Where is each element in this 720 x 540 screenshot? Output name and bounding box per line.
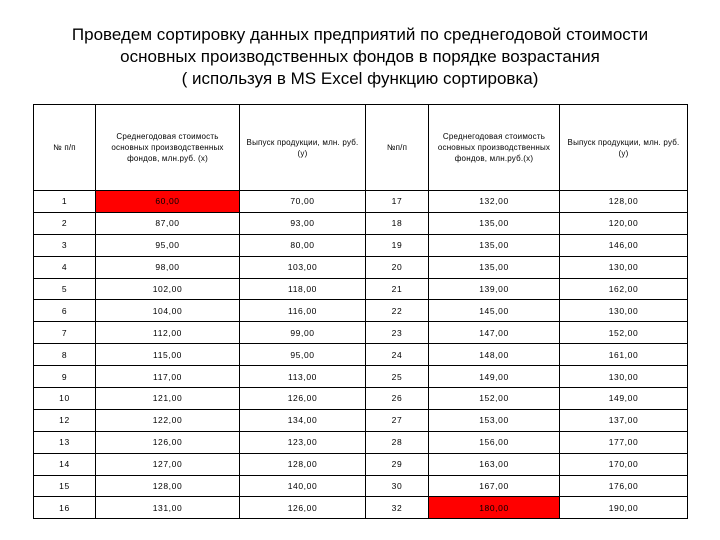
table-cell: 149,00 <box>429 366 560 388</box>
table-row <box>34 212 688 234</box>
table-cell: 60,00 <box>96 191 240 213</box>
table-cell: 10 <box>34 388 96 410</box>
table-cell: 9 <box>34 366 96 388</box>
table-cell: 14 <box>34 453 96 475</box>
table-cell: 21 <box>366 278 429 300</box>
table-cell: 113,00 <box>240 366 366 388</box>
table-cell: 122,00 <box>96 409 240 431</box>
table-row <box>34 431 688 453</box>
table-cell: 115,00 <box>96 344 240 366</box>
table-cell: 161,00 <box>560 344 688 366</box>
table-cell: 27 <box>366 409 429 431</box>
table-row <box>34 234 688 256</box>
table-cell: 128,00 <box>560 191 688 213</box>
table-cell: 128,00 <box>96 475 240 497</box>
table-cell: 139,00 <box>429 278 560 300</box>
table-cell: 112,00 <box>96 322 240 344</box>
table-cell: 146,00 <box>560 234 688 256</box>
table-cell: 152,00 <box>429 388 560 410</box>
table-row <box>34 191 688 213</box>
table-cell: 120,00 <box>560 212 688 234</box>
table-cell: 95,00 <box>240 344 366 366</box>
table-cell: 167,00 <box>429 475 560 497</box>
data-table <box>33 104 688 519</box>
table-cell: 87,00 <box>96 212 240 234</box>
table-cell: 180,00 <box>429 497 560 519</box>
table-row <box>34 388 688 410</box>
table-row <box>34 497 688 519</box>
table-cell: 116,00 <box>240 300 366 322</box>
table-cell: 134,00 <box>240 409 366 431</box>
table-row <box>34 344 688 366</box>
table-cell: 95,00 <box>96 234 240 256</box>
table-cell: 132,00 <box>429 191 560 213</box>
table-cell: 98,00 <box>96 256 240 278</box>
table-cell: 70,00 <box>240 191 366 213</box>
table-cell: 135,00 <box>429 212 560 234</box>
table-cell: 131,00 <box>96 497 240 519</box>
table-cell: 156,00 <box>429 431 560 453</box>
header-cell-y-1: Выпуск продукции, млн. руб. (y) <box>240 105 366 191</box>
title-line-1: Проведем сортировку данных предприятий по среднегодовой стоимости <box>71 25 649 44</box>
table-cell: 130,00 <box>560 256 688 278</box>
header-cell-x-1: Среднегодовая стоимость основных производственных фондов, млн.руб. (x) <box>96 105 240 191</box>
table-cell: 13 <box>34 431 96 453</box>
table-cell: 135,00 <box>429 256 560 278</box>
table-cell: 7 <box>34 322 96 344</box>
table-cell: 22 <box>366 300 429 322</box>
table-cell: 4 <box>34 256 96 278</box>
table-cell: 103,00 <box>240 256 366 278</box>
table-cell: 117,00 <box>96 366 240 388</box>
table-cell: 147,00 <box>429 322 560 344</box>
table-row <box>34 256 688 278</box>
table-cell: 130,00 <box>560 366 688 388</box>
table-cell: 126,00 <box>240 388 366 410</box>
table-cell: 16 <box>34 497 96 519</box>
table-cell: 24 <box>366 344 429 366</box>
table-row <box>34 453 688 475</box>
header-cell-x-2: Среднегодовая стоимость основных производственных фондов, млн.руб.(x) <box>429 105 560 191</box>
table-cell: 162,00 <box>560 278 688 300</box>
table-cell: 102,00 <box>96 278 240 300</box>
table-cell: 1 <box>34 191 96 213</box>
table-cell: 128,00 <box>240 453 366 475</box>
table-cell: 177,00 <box>560 431 688 453</box>
table-cell: 163,00 <box>429 453 560 475</box>
table-cell: 123,00 <box>240 431 366 453</box>
table-cell: 32 <box>366 497 429 519</box>
table-cell: 26 <box>366 388 429 410</box>
table-cell: 20 <box>366 256 429 278</box>
slide-title <box>0 24 720 90</box>
table-cell: 30 <box>366 475 429 497</box>
table-body <box>34 191 688 519</box>
table-cell: 28 <box>366 431 429 453</box>
table-cell: 176,00 <box>560 475 688 497</box>
table-cell: 190,00 <box>560 497 688 519</box>
table-cell: 99,00 <box>240 322 366 344</box>
header-cell-num-2: №п/п <box>366 105 429 191</box>
title-line-2: основных производственных фондов в порядке возрастания <box>120 47 600 66</box>
table-cell: 12 <box>34 409 96 431</box>
table-cell: 6 <box>34 300 96 322</box>
table-cell: 145,00 <box>429 300 560 322</box>
table-cell: 18 <box>366 212 429 234</box>
table-row <box>34 300 688 322</box>
header-cell-num-1: № п/п <box>34 105 96 191</box>
table-cell: 118,00 <box>240 278 366 300</box>
table-cell: 137,00 <box>560 409 688 431</box>
table-row <box>34 322 688 344</box>
table-cell: 25 <box>366 366 429 388</box>
table-cell: 152,00 <box>560 322 688 344</box>
table-cell: 5 <box>34 278 96 300</box>
table-cell: 140,00 <box>240 475 366 497</box>
table-cell: 126,00 <box>240 497 366 519</box>
table-cell: 135,00 <box>429 234 560 256</box>
table-row <box>34 409 688 431</box>
table-cell: 15 <box>34 475 96 497</box>
table-cell: 80,00 <box>240 234 366 256</box>
table-cell: 126,00 <box>96 431 240 453</box>
table-cell: 170,00 <box>560 453 688 475</box>
header-row <box>34 105 688 191</box>
title-line-3: ( используя в MS Excel функцию сортировка) <box>181 69 539 88</box>
table-cell: 130,00 <box>560 300 688 322</box>
table-row <box>34 475 688 497</box>
table-cell: 8 <box>34 344 96 366</box>
table-cell: 121,00 <box>96 388 240 410</box>
table-cell: 2 <box>34 212 96 234</box>
table-cell: 23 <box>366 322 429 344</box>
table-cell: 104,00 <box>96 300 240 322</box>
table-cell: 153,00 <box>429 409 560 431</box>
table-cell: 17 <box>366 191 429 213</box>
table-row <box>34 366 688 388</box>
table-cell: 19 <box>366 234 429 256</box>
table-cell: 148,00 <box>429 344 560 366</box>
table-cell: 29 <box>366 453 429 475</box>
table-cell: 149,00 <box>560 388 688 410</box>
header-cell-y-2: Выпуск продукции, млн. руб.(y) <box>560 105 688 191</box>
table-cell: 93,00 <box>240 212 366 234</box>
table-cell: 127,00 <box>96 453 240 475</box>
table-cell: 3 <box>34 234 96 256</box>
table-row <box>34 278 688 300</box>
